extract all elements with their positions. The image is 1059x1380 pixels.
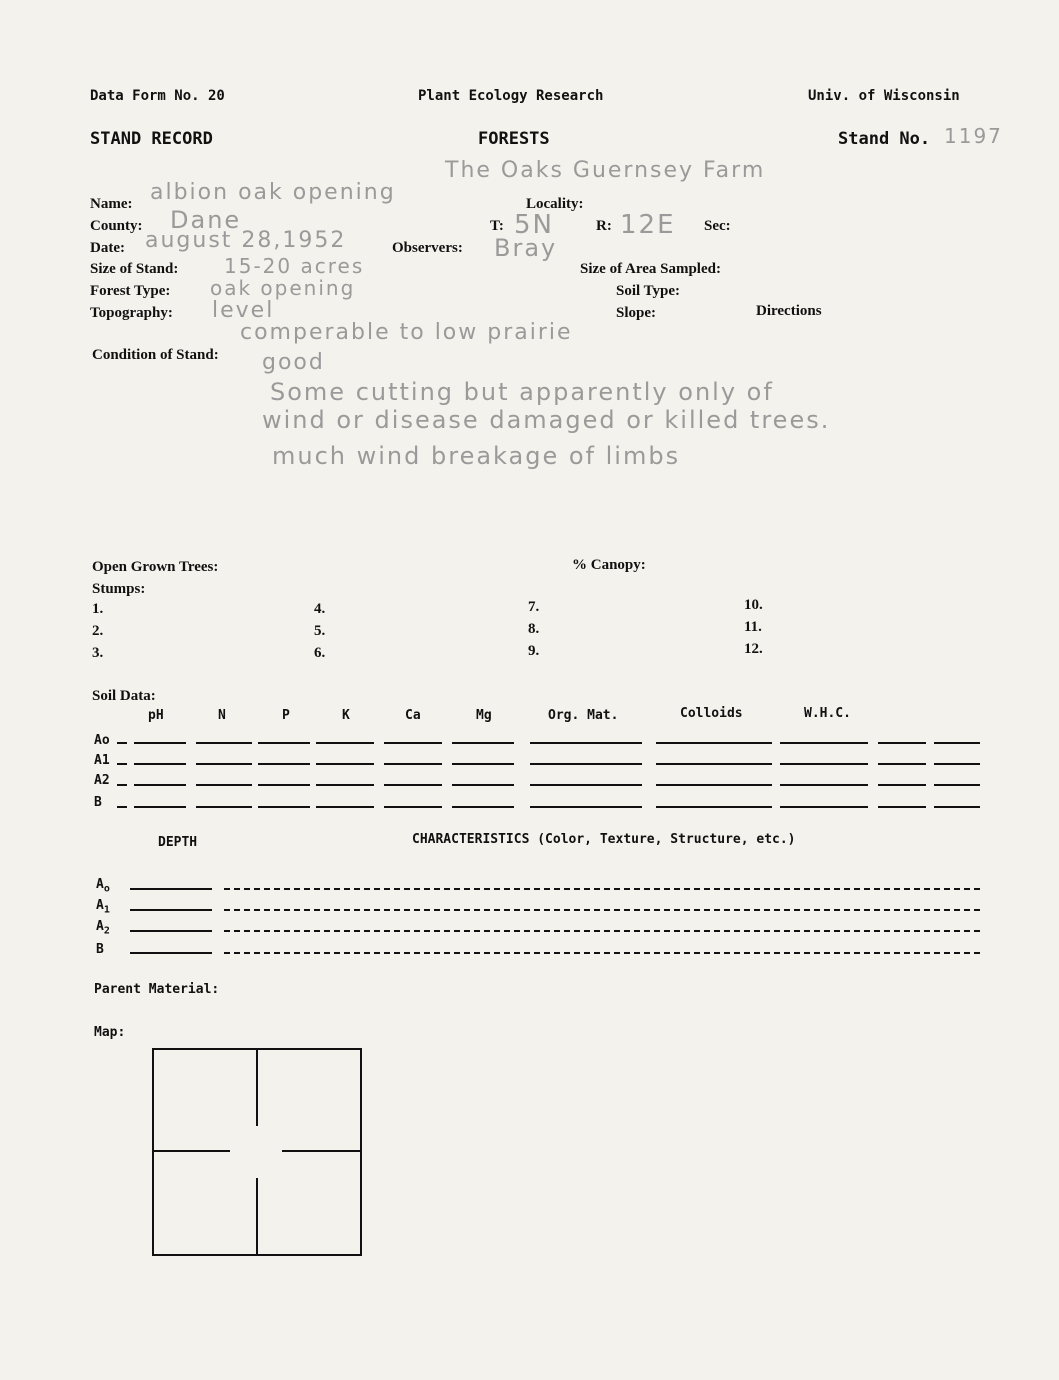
org-name: Plant Ecology Research bbox=[418, 88, 604, 104]
depth-row-label: B bbox=[96, 942, 104, 957]
slope-label: Slope: bbox=[616, 305, 657, 321]
soil-blank-line bbox=[780, 806, 868, 808]
township-label: T: bbox=[490, 218, 504, 234]
tree-number: 4. bbox=[314, 601, 326, 617]
soil-blank-line bbox=[384, 806, 442, 808]
soil-blank-line bbox=[134, 742, 186, 744]
stand-size-value: 15-20 acres bbox=[224, 254, 365, 278]
topography-note: comperable to low prairie bbox=[240, 320, 573, 345]
university-name: Univ. of Wisconsin bbox=[808, 88, 960, 104]
characteristics-line bbox=[224, 952, 980, 954]
area-sampled-label: Size of Area Sampled: bbox=[580, 261, 721, 277]
map-grid bbox=[152, 1048, 362, 1256]
tree-number: 11. bbox=[744, 619, 762, 635]
soil-blank-line bbox=[316, 763, 374, 765]
condition-line-1: good bbox=[262, 350, 325, 375]
soil-blank-line bbox=[780, 742, 868, 744]
stand-size-label: Size of Stand: bbox=[90, 261, 179, 277]
tree-number: 8. bbox=[528, 621, 540, 637]
soil-blank-line bbox=[780, 763, 868, 765]
characteristics-line bbox=[224, 888, 980, 890]
soil-blank-line bbox=[934, 742, 980, 744]
section-label: Sec: bbox=[704, 218, 731, 234]
soil-blank-line bbox=[316, 784, 374, 786]
soil-blank-line bbox=[934, 784, 980, 786]
soil-col-ca: Ca bbox=[405, 708, 421, 723]
topography-value: level bbox=[212, 298, 275, 323]
condition-label: Condition of Stand: bbox=[92, 347, 219, 363]
soil-row-label: B bbox=[94, 795, 102, 810]
soil-blank-line bbox=[196, 784, 252, 786]
soil-blank-line bbox=[134, 784, 186, 786]
stand-number-value: 1197 bbox=[944, 124, 1003, 148]
soil-row-label: A1 bbox=[94, 753, 110, 768]
date-value: august 28,1952 bbox=[145, 228, 347, 253]
soil-blank-line bbox=[452, 742, 514, 744]
depth-row-label: $A_1$ bbox=[96, 898, 110, 916]
soil-blank-line bbox=[452, 784, 514, 786]
soil-blank-line bbox=[530, 806, 642, 808]
soil-blank-line bbox=[656, 742, 772, 744]
characteristics-label: CHARACTERISTICS (Color, Texture, Structure, etc.) bbox=[412, 832, 796, 847]
tree-number: 12. bbox=[744, 641, 763, 657]
range-label: R: bbox=[596, 218, 612, 234]
condition-line-3: wind or disease damaged or killed trees. bbox=[262, 406, 831, 434]
soil-blank-line bbox=[530, 742, 642, 744]
soil-blank-line bbox=[134, 806, 186, 808]
soil-blank-line bbox=[934, 763, 980, 765]
soil-blank-line bbox=[258, 806, 310, 808]
soil-blank-line bbox=[196, 742, 252, 744]
tree-number: 3. bbox=[92, 645, 104, 661]
soil-col-mg: Mg bbox=[476, 708, 492, 723]
soil-blank-line bbox=[258, 763, 310, 765]
locality-value: The Oaks Guernsey Farm bbox=[445, 158, 766, 183]
name-label: Name: bbox=[90, 196, 133, 212]
soil-blank-line bbox=[656, 784, 772, 786]
soil-blank-line bbox=[196, 806, 252, 808]
parent-material-label: Parent Material: bbox=[94, 982, 220, 997]
soil-col-org-mat: Org. Mat. bbox=[548, 708, 619, 723]
form-number: Data Form No. 20 bbox=[90, 88, 225, 104]
canopy-label: % Canopy: bbox=[572, 557, 646, 573]
range-value: 12E bbox=[620, 210, 676, 240]
soil-blank-line bbox=[258, 784, 310, 786]
soil-blank-line bbox=[384, 742, 442, 744]
condition-line-4: much wind breakage of limbs bbox=[272, 442, 681, 470]
characteristics-line bbox=[224, 930, 980, 932]
date-label: Date: bbox=[90, 240, 125, 256]
soil-blank-line bbox=[316, 742, 374, 744]
soil-blank-line bbox=[452, 763, 514, 765]
stand-number-label: Stand No. bbox=[838, 129, 931, 149]
soil-blank-line bbox=[134, 763, 186, 765]
soil-blank-line bbox=[196, 763, 252, 765]
soil-blank-line bbox=[656, 763, 772, 765]
soil-col-whc: W.H.C. bbox=[804, 706, 851, 721]
soil-col-p: P bbox=[282, 708, 290, 723]
observers-value: Bray bbox=[494, 234, 558, 262]
map-label: Map: bbox=[94, 1025, 126, 1040]
soil-blank-line bbox=[530, 763, 642, 765]
form-type: FORESTS bbox=[478, 129, 550, 149]
soil-row-lead bbox=[117, 806, 127, 808]
soil-blank-line bbox=[878, 806, 926, 808]
soil-data-label: Soil Data: bbox=[92, 688, 156, 704]
soil-blank-line bbox=[656, 806, 772, 808]
tree-number: 10. bbox=[744, 597, 763, 613]
topography-label: Topography: bbox=[90, 305, 173, 321]
tree-number: 7. bbox=[528, 599, 540, 615]
forest-type-label: Forest Type: bbox=[90, 283, 171, 299]
depth-line bbox=[130, 909, 212, 911]
soil-blank-line bbox=[258, 742, 310, 744]
soil-col-colloids: Colloids bbox=[680, 706, 743, 721]
soil-blank-line bbox=[878, 763, 926, 765]
soil-type-label: Soil Type: bbox=[616, 283, 681, 299]
directions-label: Directions bbox=[756, 303, 822, 319]
county-label: County: bbox=[90, 218, 143, 234]
soil-col-k: K bbox=[342, 708, 350, 723]
soil-row-lead bbox=[117, 784, 127, 786]
tree-number: 9. bbox=[528, 643, 540, 659]
depth-line bbox=[130, 930, 212, 932]
name-value: albion oak opening bbox=[150, 180, 396, 205]
depth-row-label: $A_2$ bbox=[96, 919, 110, 937]
tree-number: 1. bbox=[92, 601, 104, 617]
soil-col-ph: pH bbox=[148, 708, 164, 723]
record-title: STAND RECORD bbox=[90, 129, 213, 149]
soil-blank-line bbox=[384, 763, 442, 765]
condition-line-2: Some cutting but apparently only of bbox=[270, 378, 774, 406]
tree-number: 2. bbox=[92, 623, 104, 639]
soil-blank-line bbox=[452, 806, 514, 808]
open-grown-trees-label: Open Grown Trees: bbox=[92, 559, 219, 575]
depth-row-label: $A_o$ bbox=[96, 877, 110, 895]
depth-label: DEPTH bbox=[158, 835, 198, 850]
soil-row-lead bbox=[117, 763, 127, 765]
characteristics-line bbox=[224, 909, 980, 911]
forest-type-value: oak opening bbox=[210, 276, 356, 300]
stumps-label: Stumps: bbox=[92, 581, 146, 597]
soil-blank-line bbox=[878, 742, 926, 744]
soil-blank-line bbox=[530, 784, 642, 786]
township-value: 5N bbox=[514, 210, 554, 240]
soil-blank-line bbox=[384, 784, 442, 786]
soil-blank-line bbox=[316, 806, 374, 808]
soil-row-lead bbox=[117, 742, 127, 744]
county-value: Dane bbox=[170, 206, 242, 234]
soil-blank-line bbox=[780, 784, 868, 786]
tree-number: 6. bbox=[314, 645, 326, 661]
soil-blank-line bbox=[878, 784, 926, 786]
observers-label: Observers: bbox=[392, 240, 463, 256]
soil-col-n: N bbox=[218, 708, 226, 723]
tree-number: 5. bbox=[314, 623, 326, 639]
depth-line bbox=[130, 888, 212, 890]
soil-row-label: Ao bbox=[94, 733, 110, 748]
depth-line bbox=[130, 952, 212, 954]
soil-blank-line bbox=[934, 806, 980, 808]
soil-row-label: A2 bbox=[94, 773, 110, 788]
locality-label: Locality: bbox=[526, 196, 584, 212]
